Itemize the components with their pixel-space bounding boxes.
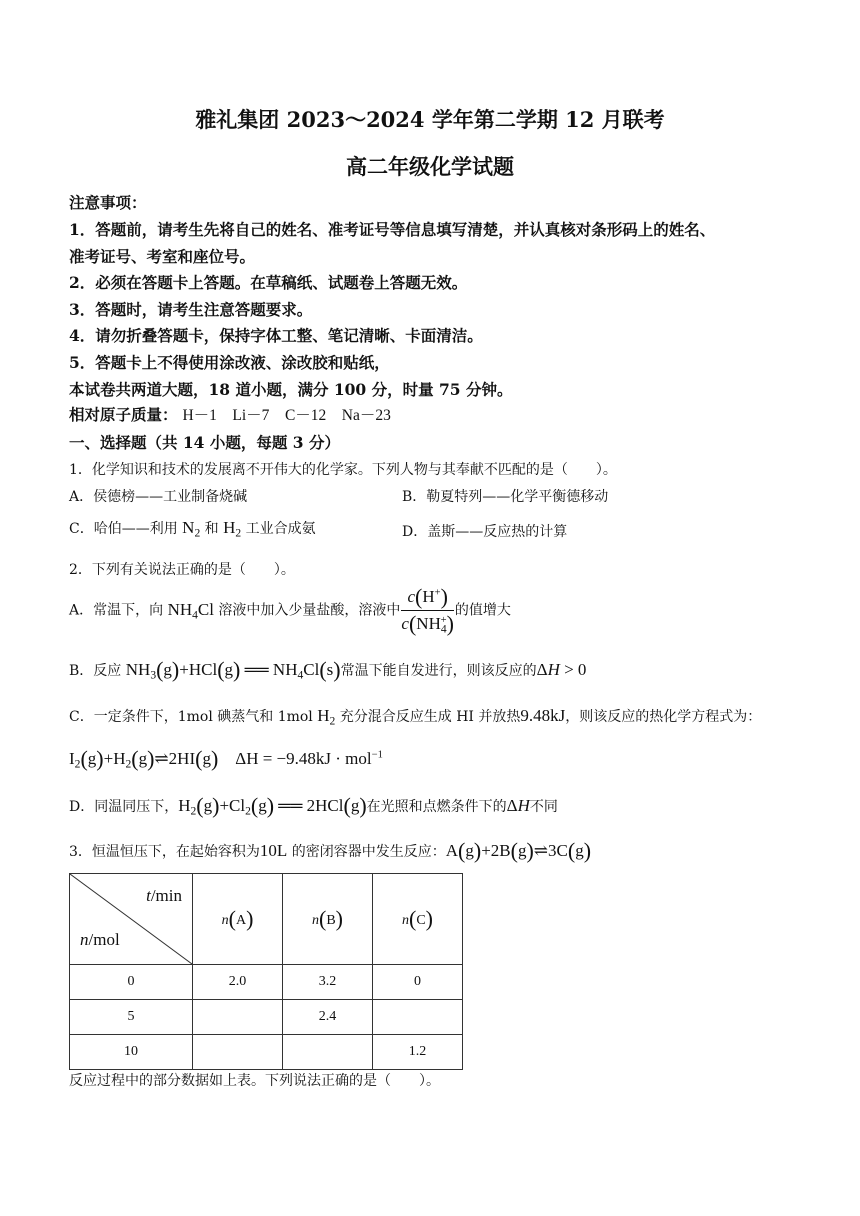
concentration-ratio: $\frac{c(H^+)}{c(NH_4^+)}$ (401, 584, 454, 636)
q3-stem: 3．恒温恒压下，在起始容积为10L 的密闭容器中发生反应：A(g)+2B(g)⇌3C(g) (69, 838, 592, 863)
atomic-mass-line (69, 403, 391, 425)
table-cell (193, 1035, 283, 1070)
table-row (70, 965, 463, 1000)
q2-stem: 2．下列有关说法正确的是（ ）。 (69, 562, 295, 578)
table-col-b: n(B) (283, 874, 373, 965)
table-cell (373, 1000, 463, 1035)
note-item-1a: 1．答题前，请考生先将自己的姓名、准考证号等信息填写清楚，并认真核对条形码上的姓名、 (69, 220, 716, 239)
q2-option-b: B．反应 $NH_3(g)+HCl(g)$ ══ $NH_4Cl(s)$常温下能自发进行，则该反应的ΔH > 0 (69, 657, 587, 682)
table-row (70, 1035, 463, 1070)
exam-subtitle: 高二年级化学试题 (346, 154, 514, 179)
table-cell: 3.2 (283, 965, 373, 1000)
table-cell: 0 (70, 965, 193, 1000)
table-header-n: n/mol (80, 930, 120, 949)
q2-option-d: D．同温同压下，$H_2(g)+Cl_2(g)$ ══ 2HCl(g)在光照和点燃条件下的ΔH不同 (69, 793, 558, 818)
table-col-a: n(A) (193, 874, 283, 965)
table-header-time: t/min (146, 886, 182, 905)
table-cell: 0 (373, 965, 463, 1000)
table-row (70, 1000, 463, 1035)
q2-option-c-equation: $I_2(g)+H_2(g)\rightleftharpoons 2HI(g)$ ΔH = −9.48kJ · mol$^{-1}$ (69, 746, 383, 771)
exam-title: 雅礼集团 2023～2024 学年第二学期 12 月联考 (195, 107, 665, 132)
note-item-2: 2．必须在答题卡上答题。在草稿纸、试题卷上答题无效。 (69, 273, 468, 292)
atomic-na: Na－23 (341, 407, 391, 424)
q1-option-a: A．侯德榜——工业制备烧碱 (69, 489, 248, 505)
note-item-3: 3．答题时，请考生注意答题要求。 (69, 300, 313, 319)
q2-option-a: A．常温下，向 $NH_4Cl$ 溶液中加入少量盐酸，溶液中 $\frac{c(H^+)}{c(NH_4^+)}$ 的值增大 (69, 584, 511, 636)
q1-stem: 1．化学知识和技术的发展离不开伟大的化学家。下列人物与其奉献不匹配的是（ ）。 (69, 462, 617, 478)
exam-summary: 本试卷共两道大题，18 道小题，满分 100 分，时量 75 分钟。 (69, 380, 513, 399)
table-cell: 2.0 (193, 965, 283, 1000)
note-item-1b: 准考证号、考室和座位号。 (69, 247, 256, 266)
table-cell: 1.2 (373, 1035, 463, 1070)
notes-heading: 注意事项： (69, 193, 147, 212)
data-table (69, 873, 463, 1070)
note-item-5: 5．答题卡上不得使用涂改液、涂改胶和贴纸， (69, 353, 390, 372)
note-item-4: 4．请勿折叠答题卡，保持字体工整、笔记清晰、卡面清洁。 (69, 326, 483, 345)
atomic-c: C－12 (284, 407, 327, 424)
atomic-mass-label: 相对原子质量： (69, 405, 178, 424)
table-col-c: n(C) (373, 874, 463, 965)
q1-option-c: C．哈伯——利用 $N_2$ 和 $H_2$ 工业合成氨 (69, 518, 316, 540)
table-cell: 5 (70, 1000, 193, 1035)
table-corner-header (70, 874, 193, 965)
section-heading: 一、选择题（共 14 小题，每题 3 分） (69, 433, 340, 452)
atomic-li: Li－7 (232, 407, 270, 424)
q1-option-b: B．勒夏特列——化学平衡德移动 (402, 489, 609, 505)
table-cell: 2.4 (283, 1000, 373, 1035)
table-cell: 10 (70, 1035, 193, 1070)
q1-option-d: D．盖斯——反应热的计算 (402, 524, 568, 540)
q2-option-c-line1: C．一定条件下，1mol 碘蒸气和 1mol $H_2$ 充分混合反应生成 HI 并放热9.48kJ，则该反应的热化学方程式为： (69, 706, 762, 728)
table-cell (283, 1035, 373, 1070)
table-cell (193, 1000, 283, 1035)
q3-after-table: 反应过程中的部分数据如上表。下列说法正确的是（ ）。 (69, 1073, 440, 1089)
atomic-h: H－1 (182, 407, 217, 424)
